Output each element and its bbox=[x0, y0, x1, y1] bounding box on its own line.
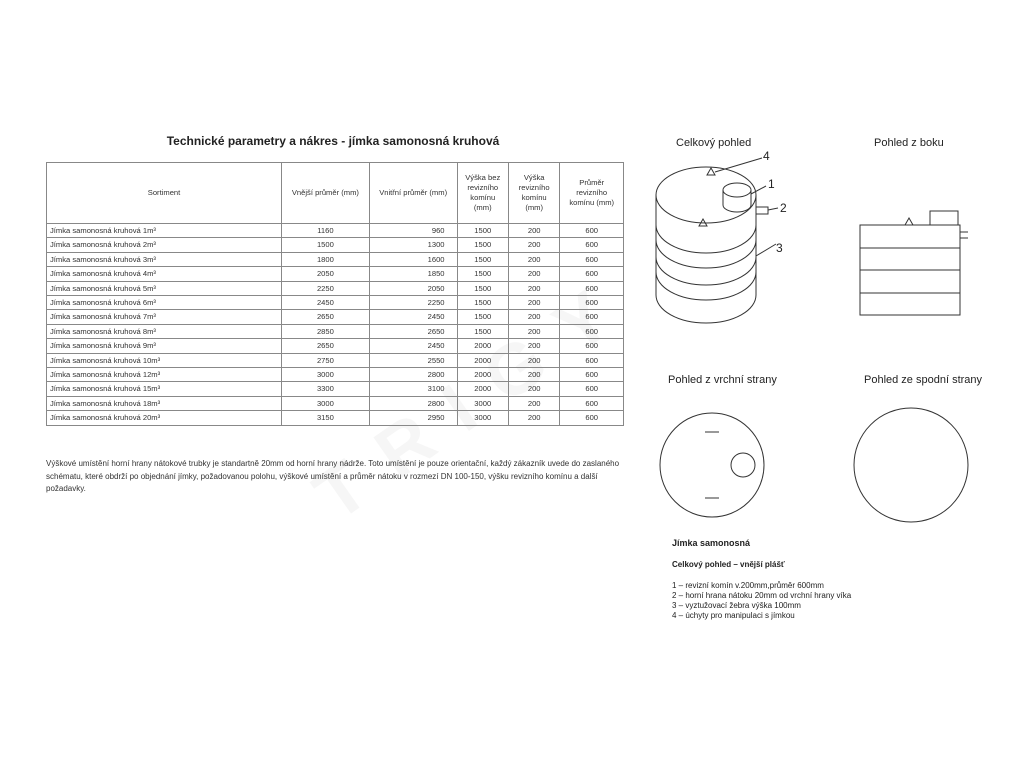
top-view-label: Pohled z vrchní strany bbox=[668, 374, 777, 386]
cell-outer-diameter: 2050 bbox=[282, 267, 370, 281]
cell-height: 2000 bbox=[457, 339, 508, 353]
cell-outer-diameter: 1800 bbox=[282, 252, 370, 266]
cell-sortiment: Jímka samonosná kruhová 18m³ bbox=[47, 396, 282, 410]
cell-height: 2000 bbox=[457, 353, 508, 367]
chimney-body bbox=[723, 190, 751, 212]
cell-inner-diameter: 2450 bbox=[369, 339, 457, 353]
cell-chimney-diameter: 600 bbox=[560, 324, 624, 338]
cell-sortiment: Jímka samonosná kruhová 12m³ bbox=[47, 368, 282, 382]
cell-sortiment: Jímka samonosná kruhová 15m³ bbox=[47, 382, 282, 396]
cell-inner-diameter: 2950 bbox=[369, 411, 457, 425]
cell-sortiment: Jímka samonosná kruhová 4m³ bbox=[47, 267, 282, 281]
cell-sortiment: Jímka samonosná kruhová 2m³ bbox=[47, 238, 282, 252]
cell-chimney-height: 200 bbox=[508, 281, 559, 295]
cell-chimney-height: 200 bbox=[508, 368, 559, 382]
header-height: Výška bez revizního komínu (mm) bbox=[457, 163, 508, 224]
cell-height: 1500 bbox=[457, 296, 508, 310]
rib-2 bbox=[656, 240, 756, 268]
cell-sortiment: Jímka samonosná kruhová 8m³ bbox=[47, 324, 282, 338]
leader-2 bbox=[768, 208, 778, 210]
cell-chimney-diameter: 600 bbox=[560, 382, 624, 396]
cell-outer-diameter: 3000 bbox=[282, 396, 370, 410]
leader-4 bbox=[715, 158, 762, 172]
cell-chimney-diameter: 600 bbox=[560, 396, 624, 410]
legend-title: Jímka samonosná bbox=[672, 538, 751, 548]
cell-chimney-diameter: 600 bbox=[560, 339, 624, 353]
callout-2: 2 bbox=[780, 201, 787, 215]
cell-height: 1500 bbox=[457, 238, 508, 252]
cell-height: 1500 bbox=[457, 267, 508, 281]
cell-chimney-diameter: 600 bbox=[560, 281, 624, 295]
header-sortiment: Sortiment bbox=[47, 163, 282, 224]
cell-outer-diameter: 2650 bbox=[282, 339, 370, 353]
side-chimney bbox=[930, 211, 958, 225]
callout-1: 1 bbox=[768, 177, 775, 191]
cell-height: 2000 bbox=[457, 368, 508, 382]
header-outer-diameter: Vnější průměr (mm) bbox=[282, 163, 370, 224]
cell-chimney-height: 200 bbox=[508, 396, 559, 410]
cell-height: 2000 bbox=[457, 382, 508, 396]
legend-item-1: 1 – revizní komín v.200mm,průměr 600mm bbox=[672, 581, 824, 590]
cell-sortiment: Jímka samonosná kruhová 20m³ bbox=[47, 411, 282, 425]
cell-chimney-height: 200 bbox=[508, 382, 559, 396]
side-handle bbox=[905, 218, 913, 225]
cell-chimney-height: 200 bbox=[508, 252, 559, 266]
cell-chimney-height: 200 bbox=[508, 353, 559, 367]
rib-3 bbox=[656, 257, 756, 285]
cell-inner-diameter: 2050 bbox=[369, 281, 457, 295]
leader-1 bbox=[751, 186, 766, 194]
cell-chimney-diameter: 600 bbox=[560, 353, 624, 367]
cell-sortiment: Jímka samonosná kruhová 1m³ bbox=[47, 224, 282, 238]
bottom-outline bbox=[854, 408, 968, 522]
top-outline bbox=[660, 413, 764, 517]
cell-height: 1500 bbox=[457, 224, 508, 238]
overall-view-drawing bbox=[656, 158, 778, 323]
inlet-pipe bbox=[756, 207, 768, 214]
cell-outer-diameter: 3000 bbox=[282, 368, 370, 382]
cell-chimney-height: 200 bbox=[508, 224, 559, 238]
cell-chimney-diameter: 600 bbox=[560, 310, 624, 324]
header-chimney-height: Výška revizního komínu (mm) bbox=[508, 163, 559, 224]
tank-top-ellipse bbox=[656, 167, 756, 223]
cell-outer-diameter: 2850 bbox=[282, 324, 370, 338]
cell-outer-diameter: 3300 bbox=[282, 382, 370, 396]
cell-chimney-diameter: 600 bbox=[560, 252, 624, 266]
side-view-label: Pohled z boku bbox=[874, 137, 944, 149]
cell-chimney-height: 200 bbox=[508, 324, 559, 338]
cell-inner-diameter: 2450 bbox=[369, 310, 457, 324]
drawing-legend bbox=[672, 538, 972, 621]
cell-inner-diameter: 1300 bbox=[369, 238, 457, 252]
top-view-drawing bbox=[660, 413, 764, 517]
cell-inner-diameter: 3100 bbox=[369, 382, 457, 396]
cell-inner-diameter: 960 bbox=[369, 224, 457, 238]
legend-item-2: 2 – horní hrana nátoku 20mm od vrchní hrany víka bbox=[672, 591, 852, 600]
cell-height: 1500 bbox=[457, 310, 508, 324]
cell-outer-diameter: 2750 bbox=[282, 353, 370, 367]
cell-inner-diameter: 2550 bbox=[369, 353, 457, 367]
legend-subtitle: Celkový pohled – vnější plášť bbox=[672, 560, 785, 569]
cell-chimney-height: 200 bbox=[508, 310, 559, 324]
page-title: Technické parametry a nákres - jímka samonosná kruhová bbox=[166, 134, 500, 148]
cell-chimney-height: 200 bbox=[508, 238, 559, 252]
cell-inner-diameter: 1600 bbox=[369, 252, 457, 266]
cell-height: 3000 bbox=[457, 411, 508, 425]
cell-chimney-height: 200 bbox=[508, 267, 559, 281]
rib-1 bbox=[656, 225, 756, 253]
header-inner-diameter: Vnitřní průměr (mm) bbox=[369, 163, 457, 224]
cell-inner-diameter: 2800 bbox=[369, 396, 457, 410]
header-chimney-diameter: Průměr revizního komínu (mm) bbox=[560, 163, 624, 224]
cell-height: 1500 bbox=[457, 281, 508, 295]
chimney-top bbox=[723, 183, 751, 197]
tank-body bbox=[656, 195, 756, 323]
cell-inner-diameter: 2650 bbox=[369, 324, 457, 338]
legend-item-4: 4 – úchyty pro manipulaci s jímkou bbox=[672, 611, 795, 620]
cell-outer-diameter: 3150 bbox=[282, 411, 370, 425]
cell-inner-diameter: 2800 bbox=[369, 368, 457, 382]
cell-chimney-diameter: 600 bbox=[560, 267, 624, 281]
rib-4 bbox=[656, 272, 756, 300]
cell-sortiment: Jímka samonosná kruhová 10m³ bbox=[47, 353, 282, 367]
cell-chimney-height: 200 bbox=[508, 411, 559, 425]
callout-3: 3 bbox=[776, 241, 783, 255]
cell-height: 1500 bbox=[457, 324, 508, 338]
top-chimney bbox=[731, 453, 755, 477]
legend-item-3: 3 – vyztužovací žebra výška 100mm bbox=[672, 601, 801, 610]
cell-outer-diameter: 2250 bbox=[282, 281, 370, 295]
cell-inner-diameter: 1850 bbox=[369, 267, 457, 281]
bottom-view-drawing bbox=[854, 408, 968, 522]
overall-view-label: Celkový pohled bbox=[676, 137, 752, 149]
cell-outer-diameter: 1160 bbox=[282, 224, 370, 238]
cell-chimney-height: 200 bbox=[508, 296, 559, 310]
side-view-drawing bbox=[860, 211, 968, 315]
cell-sortiment: Jímka samonosná kruhová 6m³ bbox=[47, 296, 282, 310]
cell-inner-diameter: 2250 bbox=[369, 296, 457, 310]
cell-outer-diameter: 2650 bbox=[282, 310, 370, 324]
cell-sortiment: Jímka samonosná kruhová 5m³ bbox=[47, 281, 282, 295]
callout-4: 4 bbox=[763, 149, 770, 163]
cell-height: 1500 bbox=[457, 252, 508, 266]
leader-3 bbox=[756, 244, 776, 256]
cell-chimney-diameter: 600 bbox=[560, 224, 624, 238]
cell-sortiment: Jímka samonosná kruhová 9m³ bbox=[47, 339, 282, 353]
cell-height: 3000 bbox=[457, 396, 508, 410]
cell-chimney-diameter: 600 bbox=[560, 368, 624, 382]
cell-chimney-diameter: 600 bbox=[560, 296, 624, 310]
handle-marker-1 bbox=[707, 168, 715, 175]
installation-note: Výškové umístění horní hrany nátokové trubky je standartně 20mm od horní hrany nádrže. Toto umístění je pouze orientační, každý zákazník uvede do zaslaného schématu, které obdrží po objednání jímky, požadovanou polohu, výškové umístění a průměr nátoku v rozmezí DN 100-150, výšku revizního komínu a další požadavky. bbox=[46, 459, 620, 493]
cell-chimney-diameter: 600 bbox=[560, 411, 624, 425]
cell-chimney-height: 200 bbox=[508, 339, 559, 353]
cell-outer-diameter: 2450 bbox=[282, 296, 370, 310]
bottom-view-label: Pohled ze spodní strany bbox=[864, 374, 983, 386]
cell-outer-diameter: 1500 bbox=[282, 238, 370, 252]
cell-chimney-diameter: 600 bbox=[560, 238, 624, 252]
cell-sortiment: Jímka samonosná kruhová 7m³ bbox=[47, 310, 282, 324]
cell-sortiment: Jímka samonosná kruhová 3m³ bbox=[47, 252, 282, 266]
